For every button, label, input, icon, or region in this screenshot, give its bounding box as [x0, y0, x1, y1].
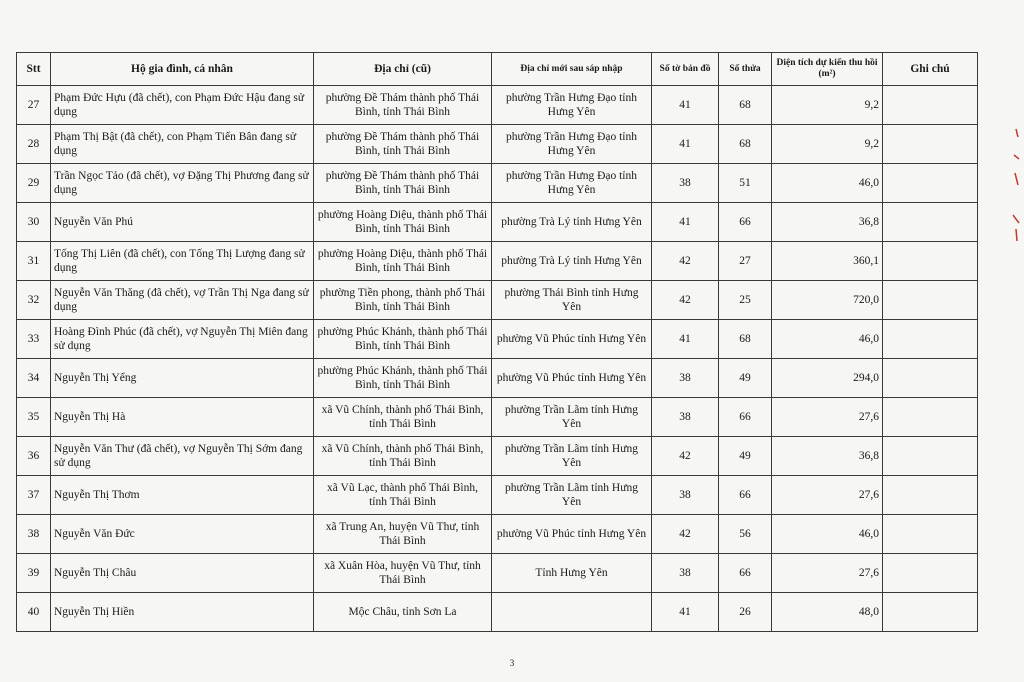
cell-stt: 34 [17, 359, 51, 398]
cell-area: 36,8 [772, 437, 883, 476]
header-note: Ghi chú [883, 53, 978, 86]
table-row [17, 164, 978, 203]
cell-note [883, 242, 978, 281]
cell-area: 27,6 [772, 554, 883, 593]
cell-area: 46,0 [772, 320, 883, 359]
table-row [17, 554, 978, 593]
cell-map-sheet: 42 [652, 515, 719, 554]
cell-old-address: phường Hoàng Diệu, thành phố Thái Bình, tỉnh Thái Bình [314, 203, 492, 242]
cell-new-address: phường Vũ Phúc tỉnh Hưng Yên [492, 359, 652, 398]
cell-area: 9,2 [772, 125, 883, 164]
cell-old-address: phường Phúc Khánh, thành phố Thái Bình, tỉnh Thái Bình [314, 359, 492, 398]
cell-stt: 32 [17, 281, 51, 320]
cell-stt: 35 [17, 398, 51, 437]
cell-area: 46,0 [772, 515, 883, 554]
cell-note [883, 281, 978, 320]
cell-owner: Nguyễn Văn Phú [51, 203, 314, 242]
table-body [17, 86, 978, 632]
cell-owner: Trần Ngọc Tảo (đã chết), vợ Đặng Thị Phương đang sử dụng [51, 164, 314, 203]
cell-stt: 36 [17, 437, 51, 476]
cell-owner: Nguyễn Thị Thơm [51, 476, 314, 515]
cell-note [883, 398, 978, 437]
cell-new-address: phường Trà Lý tỉnh Hưng Yên [492, 242, 652, 281]
cell-owner: Nguyễn Thị Châu [51, 554, 314, 593]
cell-note [883, 476, 978, 515]
cell-parcel: 27 [719, 242, 772, 281]
header-stt: Stt [17, 53, 51, 86]
cell-owner: Nguyễn Thị Hà [51, 398, 314, 437]
cell-old-address: xã Trung An, huyện Vũ Thư, tỉnh Thái Bình [314, 515, 492, 554]
table-row [17, 125, 978, 164]
table-row [17, 476, 978, 515]
cell-map-sheet: 38 [652, 398, 719, 437]
cell-new-address: phường Trần Hưng Đạo tỉnh Hưng Yên [492, 86, 652, 125]
cell-old-address: phường Tiền phong, thành phố Thái Bình, tỉnh Thái Bình [314, 281, 492, 320]
cell-parcel: 49 [719, 359, 772, 398]
cell-old-address: phường Hoàng Diệu, thành phố Thái Bình, tỉnh Thái Bình [314, 242, 492, 281]
cell-map-sheet: 42 [652, 242, 719, 281]
cell-map-sheet: 41 [652, 593, 719, 632]
cell-old-address: xã Vũ Chính, thành phố Thái Bình, tỉnh Thái Bình [314, 398, 492, 437]
header-new-address: Địa chỉ mới sau sáp nhập [492, 53, 652, 86]
cell-stt: 40 [17, 593, 51, 632]
cell-note [883, 359, 978, 398]
cell-old-address: phường Đề Thám thành phố Thái Bình, tỉnh Thái Bình [314, 125, 492, 164]
cell-area: 294,0 [772, 359, 883, 398]
cell-owner: Nguyễn Văn Thăng (đã chết), vợ Trần Thị Nga đang sử dụng [51, 281, 314, 320]
cell-parcel: 51 [719, 164, 772, 203]
cell-parcel: 66 [719, 398, 772, 437]
table-row [17, 203, 978, 242]
table-row [17, 320, 978, 359]
cell-new-address: Tỉnh Hưng Yên [492, 554, 652, 593]
cell-owner: Phạm Thị Bật (đã chết), con Phạm Tiến Bân đang sử dụng [51, 125, 314, 164]
cell-parcel: 66 [719, 554, 772, 593]
cell-note [883, 515, 978, 554]
table-row [17, 398, 978, 437]
cell-owner: Tống Thị Liên (đã chết), con Tống Thị Lượng đang sử dụng [51, 242, 314, 281]
cell-old-address: xã Xuân Hòa, huyện Vũ Thư, tỉnh Thái Bình [314, 554, 492, 593]
cell-area: 27,6 [772, 476, 883, 515]
cell-old-address: phường Phúc Khánh, thành phố Thái Bình, tỉnh Thái Bình [314, 320, 492, 359]
cell-stt: 38 [17, 515, 51, 554]
cell-stt: 27 [17, 86, 51, 125]
cell-note [883, 593, 978, 632]
cell-old-address: phường Đề Thám thành phố Thái Bình, tỉnh Thái Bình [314, 164, 492, 203]
cell-area: 360,1 [772, 242, 883, 281]
cell-map-sheet: 42 [652, 281, 719, 320]
cell-area: 46,0 [772, 164, 883, 203]
cell-owner: Nguyễn Thị Hiền [51, 593, 314, 632]
cell-owner: Hoàng Đình Phúc (đã chết), vợ Nguyễn Thị Miên đang sử dụng [51, 320, 314, 359]
header-old-address: Địa chỉ (cũ) [314, 53, 492, 86]
cell-stt: 30 [17, 203, 51, 242]
cell-map-sheet: 41 [652, 320, 719, 359]
table-row [17, 242, 978, 281]
cell-new-address: phường Trần Lãm tỉnh Hưng Yên [492, 476, 652, 515]
cell-owner: Nguyễn Văn Thư (đã chết), vợ Nguyễn Thị Sớm đang sử dụng [51, 437, 314, 476]
cell-parcel: 68 [719, 86, 772, 125]
cell-note [883, 554, 978, 593]
cell-parcel: 26 [719, 593, 772, 632]
table-row [17, 515, 978, 554]
cell-new-address: phường Trà Lý tỉnh Hưng Yên [492, 203, 652, 242]
header-parcel: Số thửa [719, 53, 772, 86]
cell-old-address: phường Đề Thám thành phố Thái Bình, tỉnh Thái Bình [314, 86, 492, 125]
cell-new-address: phường Trần Lãm tỉnh Hưng Yên [492, 437, 652, 476]
cell-new-address: phường Vũ Phúc tỉnh Hưng Yên [492, 515, 652, 554]
table-header-row [17, 53, 978, 86]
cell-owner: Nguyễn Thị Yểng [51, 359, 314, 398]
cell-stt: 29 [17, 164, 51, 203]
cell-parcel: 56 [719, 515, 772, 554]
cell-stt: 37 [17, 476, 51, 515]
cell-area: 720,0 [772, 281, 883, 320]
cell-new-address: phường Vũ Phúc tỉnh Hưng Yên [492, 320, 652, 359]
cell-map-sheet: 42 [652, 437, 719, 476]
cell-area: 9,2 [772, 86, 883, 125]
cell-map-sheet: 41 [652, 86, 719, 125]
page-number: 3 [509, 658, 515, 668]
cell-note [883, 125, 978, 164]
cell-old-address: xã Vũ Lạc, thành phố Thái Bình, tỉnh Thái Bình [314, 476, 492, 515]
cell-stt: 39 [17, 554, 51, 593]
cell-parcel: 66 [719, 203, 772, 242]
cell-stt: 33 [17, 320, 51, 359]
cell-note [883, 320, 978, 359]
cell-parcel: 66 [719, 476, 772, 515]
cell-note [883, 164, 978, 203]
cell-parcel: 68 [719, 125, 772, 164]
cell-new-address: phường Trần Hưng Đạo tỉnh Hưng Yên [492, 125, 652, 164]
cell-map-sheet: 41 [652, 203, 719, 242]
cell-map-sheet: 38 [652, 476, 719, 515]
cell-parcel: 68 [719, 320, 772, 359]
cell-owner: Nguyễn Văn Đức [51, 515, 314, 554]
cell-new-address [492, 593, 652, 632]
header-map-sheet: Số tờ bản đồ [652, 53, 719, 86]
cell-old-address: Mộc Châu, tỉnh Sơn La [314, 593, 492, 632]
table-row [17, 359, 978, 398]
cell-stt: 31 [17, 242, 51, 281]
cell-map-sheet: 38 [652, 164, 719, 203]
red-stamp-mark [1010, 125, 1020, 245]
cell-new-address: phường Thái Bình tỉnh Hưng Yên [492, 281, 652, 320]
cell-old-address: xã Vũ Chính, thành phố Thái Bình, tỉnh Thái Bình [314, 437, 492, 476]
cell-owner: Phạm Đức Hựu (đã chết), con Phạm Đức Hậu đang sử dụng [51, 86, 314, 125]
cell-area: 27,6 [772, 398, 883, 437]
cell-note [883, 437, 978, 476]
cell-note [883, 86, 978, 125]
table-row [17, 593, 978, 632]
cell-note [883, 203, 978, 242]
cell-map-sheet: 38 [652, 359, 719, 398]
table-row [17, 437, 978, 476]
header-area: Diện tích dự kiến thu hồi (m²) [772, 53, 883, 86]
table-row [17, 86, 978, 125]
cell-area: 36,8 [772, 203, 883, 242]
cell-stt: 28 [17, 125, 51, 164]
cell-area: 48,0 [772, 593, 883, 632]
header-owner: Hộ gia đình, cá nhân [51, 53, 314, 86]
cell-parcel: 25 [719, 281, 772, 320]
cell-map-sheet: 38 [652, 554, 719, 593]
table-row [17, 281, 978, 320]
land-acquisition-table [16, 52, 978, 632]
cell-map-sheet: 41 [652, 125, 719, 164]
cell-new-address: phường Trần Hưng Đạo tỉnh Hưng Yên [492, 164, 652, 203]
cell-new-address: phường Trần Lãm tỉnh Hưng Yên [492, 398, 652, 437]
cell-parcel: 49 [719, 437, 772, 476]
